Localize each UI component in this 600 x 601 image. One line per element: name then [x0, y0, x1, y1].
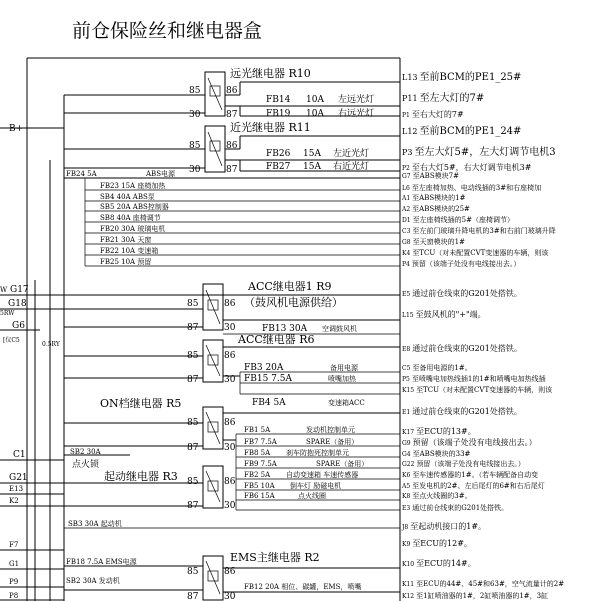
svg-text:FB15 7.5A: FB15 7.5A	[244, 374, 292, 384]
svg-text:SPARE（备用）: SPARE（备用）	[306, 438, 359, 446]
terminal-pin: E3	[402, 505, 411, 512]
terminal-p5	[402, 374, 546, 383]
terminal-k6	[402, 470, 538, 479]
terminal-pin: L15	[402, 312, 414, 319]
terminal-pin: K10	[402, 561, 415, 568]
terminal-k15	[402, 385, 553, 395]
svg-text:86: 86	[224, 418, 236, 428]
terminal-k17	[402, 426, 476, 436]
relay-r6-name: ACC继电器 R6	[238, 333, 315, 346]
svg-text:变速箱ACC: 变速箱ACC	[328, 399, 365, 407]
svg-text:FB1 5A: FB1 5A	[244, 426, 271, 434]
terminal-pin: P3	[402, 148, 413, 157]
svg-text:30: 30	[224, 501, 236, 511]
g6b-label: [仪C5	[3, 337, 20, 344]
svg-text:右远光灯: 右远光灯	[338, 109, 375, 119]
svg-text:刹车防抱死控制单元: 刹车防抱死控制单元	[286, 449, 349, 457]
svg-text:空调鼓风机: 空调鼓风机	[322, 325, 357, 333]
terminal-pin: L12	[402, 127, 418, 136]
svg-text:发动机控制单元: 发动机控制单元	[306, 426, 355, 434]
terminal-pin: G4	[402, 451, 411, 458]
relay-r3	[64, 466, 236, 511]
svg-text:FB23 15A 座椅加热: FB23 15A 座椅加热	[100, 182, 166, 190]
terminal-j8	[401, 521, 486, 531]
fuse-fb27	[240, 160, 400, 172]
svg-text:FB7 7.5A: FB7 7.5A	[244, 438, 277, 446]
svg-text:FB4 5A: FB4 5A	[252, 398, 286, 408]
relay-r5-name: ON档继电器 R5	[100, 397, 182, 410]
svg-text:点火线圈: 点火线圈	[298, 492, 326, 500]
p9-label: P9	[9, 578, 19, 586]
terminal-k4	[402, 248, 549, 258]
relay-r9-name: ACC继电器1 R9	[248, 280, 332, 293]
fuse-fb18	[66, 557, 138, 566]
terminal-pin: A1	[402, 195, 411, 202]
svg-text:右近光灯: 右近光灯	[333, 162, 370, 172]
terminal-text: 至左大灯5#，左大灯调节电机3	[414, 147, 556, 158]
terminal-pin: K9	[402, 541, 411, 548]
terminal-text: 至ECU的12#。	[412, 539, 472, 548]
g17-label: G17	[10, 285, 29, 295]
fuse-sb2a	[64, 448, 130, 470]
terminal-pin: K8	[402, 493, 411, 500]
terminal-text: 至左大灯的7#	[419, 93, 485, 104]
terminal-c5	[402, 363, 472, 372]
svg-text:15A: 15A	[303, 162, 321, 172]
terminal-text: 至喷嘴电加热线插1的1#和喷嘴电加热线插	[411, 375, 546, 383]
svg-text:ABS电源: ABS电源	[146, 170, 175, 178]
svg-text:87: 87	[187, 323, 199, 333]
terminal-text: 至车速传感器的1#。（若车辆配备自动变	[412, 471, 539, 479]
fuse-fb15	[240, 372, 400, 394]
terminal-text: 至天窗模块的1#	[412, 238, 465, 246]
terminal-text: 至TCU（对未配置CVT变速器的车辆，则该	[412, 249, 549, 257]
svg-text:86: 86	[224, 477, 236, 487]
svg-text:86: 86	[226, 141, 238, 151]
terminal-l12	[402, 124, 521, 137]
fuse-fb26	[240, 147, 400, 160]
terminal-pin: E1	[402, 409, 411, 416]
p8-label: P8	[9, 592, 19, 600]
fuse-sb3	[64, 519, 400, 528]
relay-r3-name: 起动继电器 R3	[104, 470, 178, 483]
terminal-text: 至备用电源的1#。	[412, 364, 472, 372]
terminal-text: 通过前仓线束的G201处搭铁。	[412, 289, 522, 298]
svg-text:左远光灯: 左远光灯	[338, 95, 375, 105]
terminal-text: 至左座椅线插的5#（座椅调节）	[412, 216, 514, 224]
terminal-text: 通过前仓线束的G201处搭铁。	[412, 344, 522, 353]
w-label: W	[0, 286, 8, 294]
terminal-text: 至TCU（对未配置CVT变速器的车辆，则该	[416, 386, 553, 394]
svg-text:30: 30	[189, 110, 201, 120]
svg-text:SB5 20A ABS控制器: SB5 20A ABS控制器	[100, 203, 169, 211]
terminal-pin: P4	[402, 261, 410, 268]
terminal-g9	[402, 437, 537, 447]
svg-text:SB2 30A: SB2 30A	[70, 448, 101, 456]
terminal-pin: C5	[402, 365, 411, 372]
terminal-p4	[402, 259, 520, 268]
terminal-p1	[402, 109, 464, 119]
terminal-g7	[402, 171, 459, 180]
terminal-text: 至点火线圈的3#。	[412, 492, 472, 500]
w2-label: 5RW	[0, 310, 15, 317]
g1-label: G1	[9, 560, 20, 568]
svg-text:喷嘴加热: 喷嘴加热	[328, 375, 356, 383]
g21-label: G21	[9, 473, 28, 483]
svg-text:85: 85	[189, 86, 201, 96]
svg-text:15A: 15A	[303, 149, 321, 159]
terminal-pin: K6	[402, 472, 411, 479]
svg-text:FB8 5A: FB8 5A	[244, 449, 271, 457]
g6c-label: 0.5RY	[42, 341, 60, 348]
terminal-pin: E5	[402, 291, 411, 298]
terminal-d1	[402, 215, 514, 224]
left-bus-rails	[35, 95, 64, 601]
svg-text:FB6 15A: FB6 15A	[244, 492, 275, 500]
svg-text:备用电源: 备用电源	[330, 364, 358, 372]
terminal-pin: G22	[402, 461, 415, 468]
svg-text:FB13 30A: FB13 30A	[262, 324, 308, 334]
terminal-list	[401, 70, 564, 601]
terminal-pin: K4	[402, 250, 411, 257]
svg-text:FB19: FB19	[266, 109, 291, 119]
terminal-g4	[402, 449, 471, 458]
svg-text:10A: 10A	[306, 109, 324, 119]
terminal-text: 至ABS模块的25#	[412, 205, 470, 213]
fuse-sb2	[66, 576, 120, 585]
terminal-pin: A5	[402, 483, 411, 490]
terminal-pin: E8	[402, 346, 411, 353]
svg-text:FB14: FB14	[266, 95, 291, 105]
left-connectors	[0, 124, 64, 600]
terminal-pin: P1	[402, 112, 410, 119]
terminal-text: 至前BCM的PE1_24#	[419, 126, 522, 137]
svg-text:10A: 10A	[306, 95, 324, 105]
terminal-e8	[402, 343, 522, 353]
terminal-pin: G9	[402, 440, 411, 447]
svg-text:FB9 7.5A: FB9 7.5A	[244, 460, 277, 468]
terminal-text: 至ECU的13#。	[416, 427, 476, 436]
terminal-text: 至ECU的44#、45#和63#，空气流量计的2#	[416, 580, 565, 588]
svg-text:86: 86	[224, 567, 236, 577]
relay-r2-name: EMS主继电器 R2	[230, 551, 320, 564]
terminal-text: 通过前仓线束的G201处搭铁。	[412, 407, 522, 416]
svg-text:SPARE（备用）: SPARE（备用）	[316, 460, 369, 468]
svg-text:87: 87	[187, 501, 199, 511]
terminal-a2	[401, 204, 470, 213]
svg-text:FB18 7.5A EMS电源: FB18 7.5A EMS电源	[66, 558, 137, 566]
e13-label: E13	[9, 485, 24, 493]
terminal-k11	[402, 579, 564, 589]
fuse-block-abs	[64, 169, 400, 266]
svg-text:85: 85	[187, 418, 199, 428]
terminal-pin: A2	[402, 206, 411, 213]
terminal-g8	[402, 237, 465, 246]
terminal-text: 至右大灯5#，右大灯调节电机3#	[411, 163, 532, 172]
terminal-text: 预留（该端子处没有电线接出去。）	[411, 260, 521, 268]
terminal-e1	[402, 406, 522, 416]
svg-text:30: 30	[189, 165, 201, 175]
svg-text:FB21 30A 天窗: FB21 30A 天窗	[100, 236, 152, 244]
terminal-k9	[402, 538, 472, 548]
terminal-k12	[402, 591, 548, 601]
svg-text:FB12 20A 相位、碳罐，EMS，喷嘴: FB12 20A 相位、碳罐，EMS，喷嘴	[244, 583, 362, 591]
terminal-pin: D1	[402, 217, 411, 224]
svg-text:FB26: FB26	[266, 149, 291, 159]
g18-label: G18	[8, 299, 27, 309]
svg-text:FB2 5A: FB2 5A	[244, 471, 271, 479]
svg-text:倒车灯 励磁电机: 倒车灯 励磁电机	[290, 482, 342, 490]
bplus-label: B+	[9, 124, 24, 134]
terminal-e5	[402, 288, 522, 298]
svg-text:自动变速箱 车速传感器: 自动变速箱 车速传感器	[286, 471, 359, 479]
terminal-pin: C3	[402, 228, 411, 235]
terminal-text: 至鼓风机的"+"端。	[415, 310, 486, 319]
terminal-e3	[402, 503, 508, 512]
terminal-l15	[402, 309, 486, 319]
fuse-block-on	[236, 425, 400, 510]
terminal-pin: K15	[402, 387, 415, 394]
terminal-pin: K17	[402, 429, 415, 436]
diagram-title: 前仓保险丝和继电器盒	[72, 20, 263, 42]
terminal-pin: G7	[402, 173, 411, 180]
terminal-pin: K12	[402, 593, 415, 600]
terminal-text: 通过前仓线束的G201处搭铁。	[412, 504, 509, 512]
svg-text:FB5 10A: FB5 10A	[244, 482, 275, 490]
svg-text:87: 87	[187, 592, 199, 601]
terminal-text: 至前BCM的PE1_25#	[419, 72, 522, 83]
terminal-pin: L13	[402, 73, 418, 82]
svg-text:87: 87	[226, 165, 238, 175]
terminal-pin: K11	[402, 581, 415, 588]
terminal-pin: L6	[402, 185, 410, 192]
svg-text:85: 85	[187, 299, 199, 309]
terminal-text: 至起动机接口的1#。	[410, 522, 487, 531]
svg-text:85: 85	[187, 567, 199, 577]
terminal-p11	[402, 91, 484, 104]
terminal-text: 至左座椅加热、电动线插的3#和右座椅加	[411, 184, 542, 192]
terminal-text: 预留（该端子处没有电线接出去。）	[412, 438, 537, 447]
terminal-text: 至1缸喷油器的1#，2缸喷油器的1#，3缸	[416, 592, 549, 600]
svg-text:86: 86	[226, 86, 238, 96]
svg-text:SB8 40A 座椅调节: SB8 40A 座椅调节	[100, 214, 161, 222]
terminal-text: 至ABS模块的33#	[412, 450, 471, 458]
g6-label: G6	[12, 321, 25, 331]
svg-text:FB25 10A 预留: FB25 10A 预留	[100, 258, 152, 266]
fuse-fb4	[252, 398, 365, 408]
terminal-c3	[402, 226, 556, 235]
svg-text:30: 30	[224, 443, 236, 453]
svg-text:30: 30	[224, 592, 236, 601]
svg-text:点火锁: 点火锁	[72, 460, 100, 470]
terminal-a1	[401, 193, 466, 202]
svg-text:87: 87	[187, 443, 199, 453]
svg-text:FB27: FB27	[266, 162, 291, 172]
c1-label: C1	[13, 450, 26, 460]
terminal-pin: P2	[402, 165, 410, 172]
fuse-fb12	[244, 582, 361, 592]
terminal-pin: G8	[402, 239, 411, 246]
svg-text:SB2 30A 发动机: SB2 30A 发动机	[66, 577, 120, 585]
svg-text:FB20 30A 玻璃电机: FB20 30A 玻璃电机	[100, 225, 166, 233]
svg-text:87: 87	[187, 375, 199, 385]
svg-text:30: 30	[224, 323, 236, 333]
svg-text:85: 85	[187, 351, 199, 361]
terminal-text: 至发电机的2#、左后尾灯的6#和右后尾灯	[412, 482, 545, 490]
svg-text:85: 85	[189, 141, 201, 151]
svg-text:SB4 40A ABS泵: SB4 40A ABS泵	[100, 193, 155, 201]
svg-text:FB22 10A 变速箱: FB22 10A 变速箱	[100, 247, 159, 255]
terminal-text: 预留（该端子处没有电线接出去。）	[416, 460, 525, 468]
terminal-text: 至ABS模块7#	[412, 172, 459, 180]
terminal-text: 至ABS模块的1#	[412, 194, 466, 202]
svg-text:SB3 30A 起动机: SB3 30A 起动机	[68, 520, 122, 528]
terminal-text: 至右大灯的7#	[411, 110, 464, 119]
relay-r5	[64, 396, 400, 510]
terminal-pin: J8	[402, 524, 409, 531]
terminal-l6	[402, 183, 541, 192]
terminal-k10	[402, 558, 476, 568]
terminal-l13	[402, 70, 521, 83]
terminal-g22	[402, 459, 525, 468]
svg-text:85: 85	[187, 477, 199, 487]
terminal-pin: P5	[402, 376, 410, 383]
svg-text:左近光灯: 左近光灯	[333, 149, 370, 159]
relay-r10-name: 远光继电器 R10	[230, 67, 311, 80]
terminal-p3	[402, 145, 556, 158]
fuse-fb19	[240, 107, 400, 119]
terminal-text: 至ECU的14#。	[416, 559, 476, 568]
svg-text:30: 30	[224, 375, 236, 385]
k2-label: K2	[9, 497, 19, 505]
fuse-fb3	[240, 363, 400, 373]
svg-text:FB24 5A: FB24 5A	[66, 170, 97, 178]
svg-text:87: 87	[226, 110, 238, 120]
terminal-text: 至左前门玻璃升降电机的3#和右前门玻璃升降	[412, 227, 556, 235]
fuse-fb14	[240, 93, 400, 106]
terminal-a5	[401, 481, 545, 490]
relay-r11-name: 近光继电器 R11	[230, 121, 311, 134]
relay-r9-sub: （鼓风机电源供给）	[244, 296, 343, 309]
svg-text:86: 86	[224, 351, 236, 361]
svg-text:FB3 20A: FB3 20A	[244, 363, 284, 373]
f7-label: F7	[9, 541, 19, 549]
terminal-pin: P11	[402, 94, 418, 103]
svg-text:86: 86	[224, 299, 236, 309]
terminal-k8	[402, 491, 472, 500]
